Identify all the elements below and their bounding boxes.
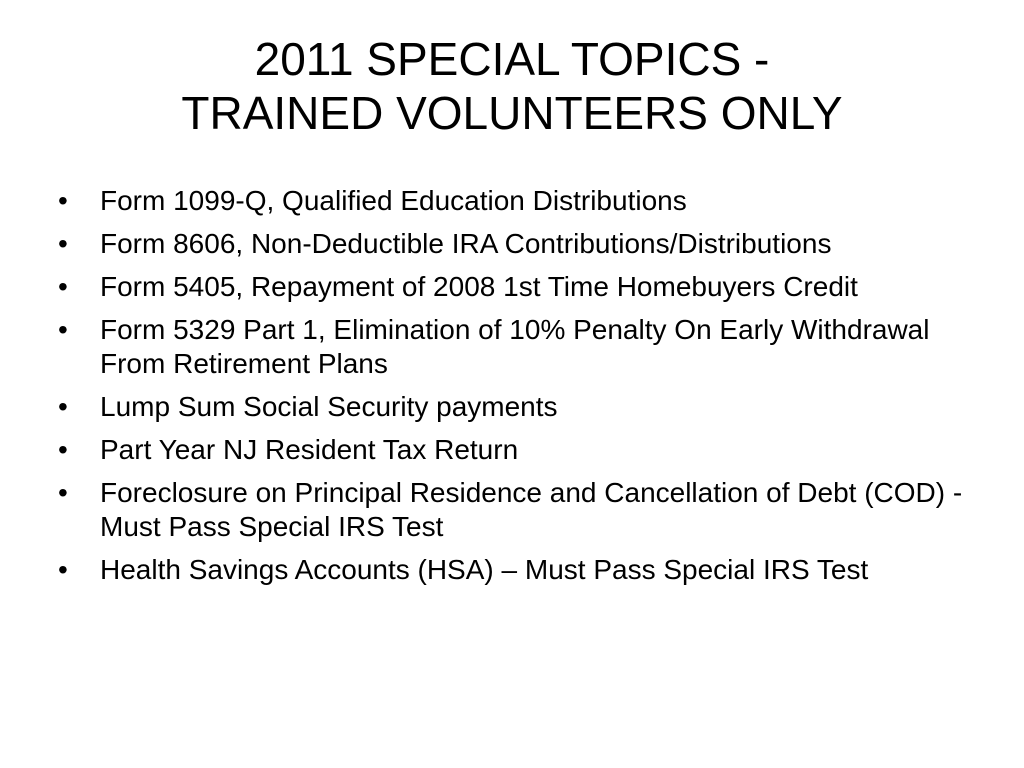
bullet-icon (58, 184, 88, 218)
bullet-text: Foreclosure on Principal Residence and Cancellation of Debt (COD) - Must Pass Special IRS Test (100, 477, 963, 542)
bullet-list (58, 184, 968, 596)
bullet-text: Lump Sum Social Security payments (100, 391, 558, 422)
bullet-item-foreclosure-cod (58, 476, 968, 544)
bullet-item-hsa (58, 553, 968, 587)
bullet-icon (58, 476, 88, 510)
bullet-text: Form 1099-Q, Qualified Education Distributions (100, 185, 687, 216)
bullet-icon (58, 433, 88, 467)
bullet-item-form-1099q (58, 184, 968, 218)
bullet-text: Form 5329 Part 1, Elimination of 10% Penalty On Early Withdrawal From Retirement Plans (100, 314, 930, 379)
slide-title-line-1: 2011 SPECIAL TOPICS - (254, 33, 770, 85)
bullet-item-part-year-nj (58, 433, 968, 467)
bullet-icon (58, 313, 88, 347)
bullet-text: Health Savings Accounts (HSA) – Must Pass Special IRS Test (100, 554, 869, 585)
bullet-item-form-5329 (58, 313, 968, 381)
slide-title (60, 32, 964, 140)
bullet-text: Form 8606, Non-Deductible IRA Contributions/Distributions (100, 228, 832, 259)
bullet-item-form-8606 (58, 227, 968, 261)
slide-title-line-2: TRAINED VOLUNTEERS ONLY (181, 87, 843, 139)
bullet-text: Form 5405, Repayment of 2008 1st Time Homebuyers Credit (100, 271, 858, 302)
bullet-icon (58, 553, 88, 587)
bullet-item-form-5405 (58, 270, 968, 304)
bullet-text: Part Year NJ Resident Tax Return (100, 434, 519, 465)
bullet-icon (58, 390, 88, 424)
bullet-item-lump-sum-social-security (58, 390, 968, 424)
bullet-icon (58, 270, 88, 304)
bullet-icon (58, 227, 88, 261)
